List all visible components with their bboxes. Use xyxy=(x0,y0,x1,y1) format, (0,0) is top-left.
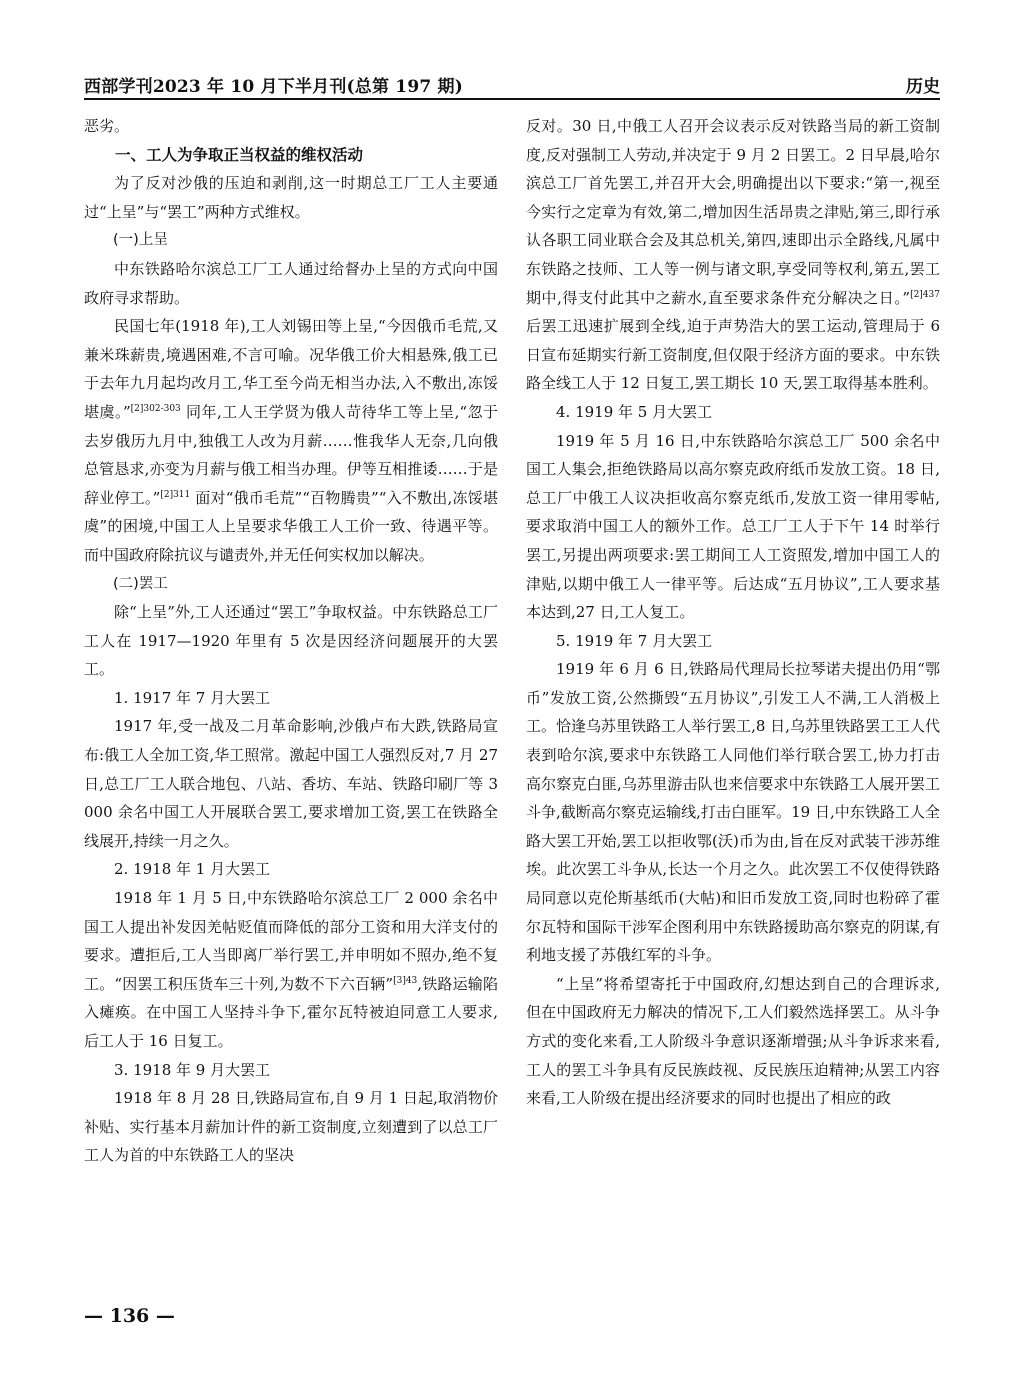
paragraph xyxy=(526,112,940,398)
item-heading: 4. 1919 年 5 月大罢工 xyxy=(556,402,713,421)
left-column xyxy=(84,112,498,1170)
right-column xyxy=(526,112,940,1113)
text-run: 面对“俄币毛荒”“百物腾贵”“入不敷出,冻馁堪虞”的困境,中国工人上呈要求华俄工人工价一致、待遇平等。而中国政府除抗议与谴责外,并无任何实权加以解决。 xyxy=(84,488,498,564)
text-run: 同年,工人王学贤为俄人苛待华工等上呈,“忽于去岁俄历九月中,独俄工人改为月薪……惟我华人无奈,几向俄总管恳求,亦变为月薪与俄工相当办理。伊等互相推诿……于是辞业停工。” xyxy=(84,402,498,507)
section-heading: 一、工人为争取正当权益的维权活动 xyxy=(115,145,364,164)
section-label: 历史 xyxy=(906,77,940,97)
item-heading: 1. 1917 年 7 月大罢工 xyxy=(114,688,271,707)
paragraph: 为了反对沙俄的压迫和剥削,这一时期总工厂工人主要通过“上呈”与“罢工”两种方式维权。 xyxy=(84,174,498,221)
citation: [3]43 xyxy=(393,975,418,986)
paragraph: 1919 年 5 月 16 日,中东铁路哈尔滨总工厂 500 余名中国工人集会,拒绝铁路局以高尔察克政府纸币发放工资。18 日,总工厂中俄工人议决拒收高尔察克纸币,发放工资一律用零帖,要求取消中国工人的额外工作。总工厂工人于下午 14 时举行罢工,另提出两项要求:罢工期间工人工资照发,增加中国工人的津贴,以期中俄工人一律平等。后达成“五月协议”,工人要求基本达到,27 日,工人复工。 xyxy=(526,431,940,622)
paragraph: 恶劣。 xyxy=(84,117,130,135)
paragraph xyxy=(84,312,498,569)
item-heading: 3. 1918 年 9 月大罢工 xyxy=(114,1060,271,1079)
text-run: 1918 年 1 月 5 日,中东铁路哈尔滨总工厂 2 000 余名中国工人提出补发因羌帖贬值而降低的部分工资和用大洋支付的要求。遭拒后,工人当即离厂举行罢工,并申明如不照办,绝不复工。“因罢工积压货车三十列,为数不下六百辆” xyxy=(84,889,498,993)
paragraph: 除“上呈”外,工人还通过“罢工”争取权益。中东铁路总工厂工人在 1917—1920 年里有 5 次是因经济问题展开的大罢工。 xyxy=(84,603,498,679)
paragraph: 1917 年,受一战及二月革命影响,沙俄卢布大跌,铁路局宣布:俄工人全加工资,华工照常。激起中国工人强烈反对,7 月 27 日,总工厂工人联合地包、八站、香坊、车站、铁路印刷厂等 3 000 余名中国工人开展联合罢工,要求增加工资,罢工在铁路全线展开,持续一月之久。 xyxy=(84,717,498,850)
text-run: ,铁路运输陷入瘫痪。在中国工人坚持斗争下,霍尔瓦特被迫同意工人要求,后工人于 16 日复工。 xyxy=(84,974,498,1050)
issue-label: 2023 年 10 月下半月刊(总第 197 期) xyxy=(152,77,463,97)
running-header xyxy=(84,70,940,100)
text-run: 民国七年(1918 年),工人刘锡田等上呈,“今因俄币毛荒,又兼米珠薪贵,境遇困难,不言可喻。况华俄工价大相悬殊,俄工已于去年九月起均改月工,华工至今尚无相当办法,入不敷出,冻馁堪虞。” xyxy=(84,317,498,421)
journal-issue-line xyxy=(84,72,463,97)
item-heading: 2. 1918 年 1 月大罢工 xyxy=(114,860,271,879)
paragraph: “上呈”将希望寄托于中国政府,幻想达到自己的合理诉求,但在中国政府无力解决的情况下,工人们毅然选择罢工。从斗争方式的变化来看,工人阶级斗争意识逐渐增强;从斗争诉求来看,工人的罢工斗争具有反民族歧视、反民族压迫精神;从罢工内容来看,工人阶级在提出经济要求的同时也提出了相应的政 xyxy=(526,974,940,1108)
journal-name: 西部学刊 xyxy=(84,77,153,97)
paragraph: 1918 年 8 月 28 日,铁路局宣布,自 9 月 1 日起,取消物价补贴、实行基本月薪加计件的新工资制度,立刻遭到了以总工厂工人为首的中东铁路工人的坚决 xyxy=(84,1089,498,1165)
subsection-heading: (一)上呈 xyxy=(113,232,168,249)
paragraph: 1919 年 6 月 6 日,铁路局代理局长拉琴诺夫提出仍用“鄂币”发放工资,公然撕毁“五月协议”,引发工人不满,工人消极上工。恰逢乌苏里铁路工人举行罢工,8 日,乌苏里铁路罢工工人代表到哈尔滨,要求中东铁路工人同他们举行联合罢工,协力打击高尔察克白匪,乌苏里游击队也来信要求中东铁路工人展开罢工斗争,截断高尔察克运输线,打击白匪军。19 日,中东铁路工人全路大罢工开始,罢工以拒收鄂(沃)币为由,旨在反对武装干涉苏维埃。此次罢工斗争从,长达一个月之久。此次罢工不仅使得铁路局同意以克伦斯基纸币(大帖)和旧币发放工资,同时也粉碎了霍尔瓦特和国际干涉军企图利用中东铁路援助高尔察克的阴谋,有利地支援了苏俄红军的斗争。 xyxy=(526,660,940,965)
paragraph: 中东铁路哈尔滨总工厂工人通过给督办上呈的方式向中国政府寻求帮助。 xyxy=(84,259,498,307)
citation: [2]302-303 xyxy=(130,403,181,414)
citation: [2]311 xyxy=(160,489,191,500)
text-run: 后罢工迅速扩展到全线,迫于声势浩大的罢工运动,管理局于 6 日宣布延期实行新工资制度,但仅限于经济方面的要求。中东铁路全线工人于 12 日复工,罢工期长 10 天,罢工取得基本胜利。 xyxy=(526,317,940,393)
subsection-heading: (二)罢工 xyxy=(113,575,168,592)
item-heading: 5. 1919 年 7 月大罢工 xyxy=(556,631,713,650)
page-number: — 136 — xyxy=(84,1305,175,1327)
citation: [2]437 xyxy=(910,289,940,300)
text-run: 反对。30 日,中俄工人召开会议表示反对铁路当局的新工资制度,反对强制工人劳动,并决定于 9 月 2 日罢工。2 日早晨,哈尔滨总工厂首先罢工,并召开大会,明确提出以下要求:“第一,视至今实行之定章为有效,第二,增加因生活昂贵之津贴,第三,即行承认各职工同业联合会及其总机关,第四,速即出示全路线,凡属中东铁路之技师、工人等一例与诸文职,享受同等权利,第五,罢工期中,得支付此其中之薪水,直至要求条件充分解决之日。” xyxy=(526,117,940,307)
paragraph xyxy=(84,884,498,1056)
